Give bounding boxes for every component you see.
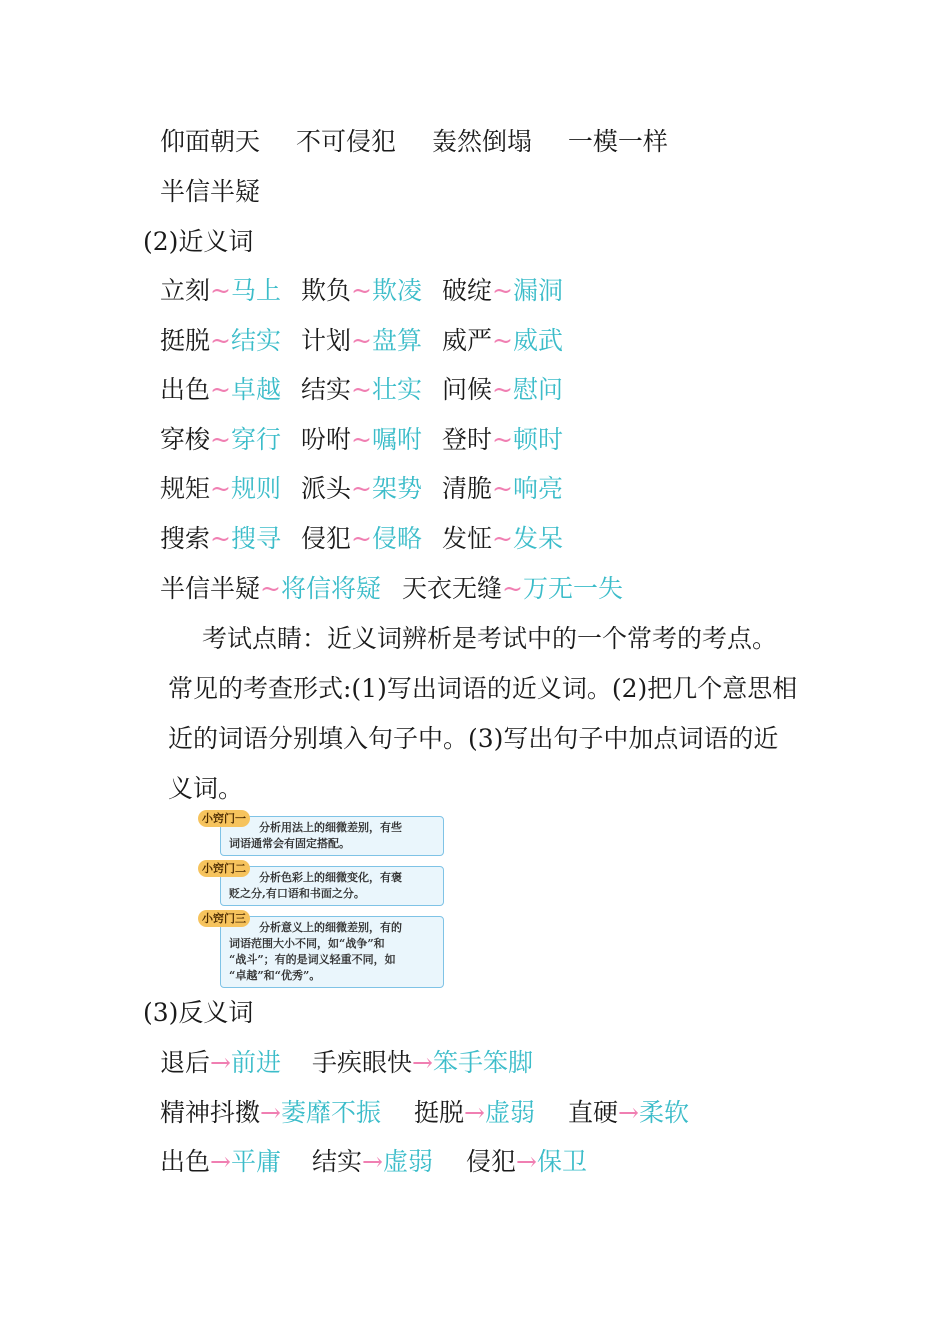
synonym-answer: 顿时 bbox=[512, 425, 563, 454]
word: 穿梭 bbox=[160, 425, 211, 454]
synonym-answer: 搜寻 bbox=[230, 524, 281, 553]
word: 计划 bbox=[301, 326, 352, 355]
synonym-answer: 发呆 bbox=[512, 524, 563, 553]
tip-content bbox=[220, 816, 444, 856]
antonyms-heading: (3)反义词 bbox=[143, 998, 254, 1027]
word: 发怔 bbox=[442, 524, 493, 553]
tip-card bbox=[198, 810, 444, 856]
arrow-separator: → bbox=[362, 1147, 383, 1176]
antonym-answer: 虚弱 bbox=[484, 1098, 535, 1127]
synonym-answer: 穿行 bbox=[230, 425, 281, 454]
tip-badge: 小窍门一 bbox=[198, 810, 250, 827]
tip-content bbox=[220, 916, 444, 988]
tilde-separator: ~ bbox=[351, 524, 372, 553]
tilde-separator: ~ bbox=[492, 375, 513, 404]
tip-line: “卓越”和“优秀”。 bbox=[229, 969, 321, 982]
idiom: 一模一样 bbox=[567, 127, 668, 156]
tilde-separator: ~ bbox=[210, 524, 231, 553]
tip-line: 词语通常会有固定搭配。 bbox=[229, 837, 350, 850]
antonym-answer: 保卫 bbox=[536, 1147, 587, 1176]
synonym-row bbox=[160, 373, 563, 407]
tilde-separator: ~ bbox=[492, 524, 513, 553]
arrow-separator: → bbox=[210, 1048, 231, 1077]
tilde-separator: ~ bbox=[502, 574, 523, 603]
antonym-row bbox=[160, 1096, 689, 1130]
arrow-separator: → bbox=[260, 1098, 281, 1127]
arrow-separator: → bbox=[412, 1048, 433, 1077]
word: 天衣无缝 bbox=[402, 574, 503, 603]
synonym-answer: 响亮 bbox=[512, 474, 563, 503]
arrow-separator: → bbox=[210, 1147, 231, 1176]
tilde-separator: ~ bbox=[492, 326, 513, 355]
word: 威严 bbox=[442, 326, 493, 355]
tilde-separator: ~ bbox=[210, 276, 231, 305]
synonym-answer: 威武 bbox=[512, 326, 563, 355]
idiom: 轰然倒塌 bbox=[431, 127, 532, 156]
tip-line: 词语范围大小不同，如“战争”和 bbox=[229, 937, 385, 950]
tilde-separator: ~ bbox=[210, 425, 231, 454]
word: 结实 bbox=[312, 1147, 363, 1176]
idiom: 不可侵犯 bbox=[295, 127, 396, 156]
antonym-answer: 柔软 bbox=[638, 1098, 689, 1127]
tilde-separator: ~ bbox=[351, 425, 372, 454]
tilde-separator: ~ bbox=[351, 326, 372, 355]
tilde-separator: ~ bbox=[492, 276, 513, 305]
tip-line: “战斗”；有的是词义轻重不同，如 bbox=[229, 953, 396, 966]
tilde-separator: ~ bbox=[492, 425, 513, 454]
exam-tip-line: 义词。 bbox=[168, 774, 244, 803]
arrow-separator: → bbox=[618, 1098, 639, 1127]
synonym-answer: 欺凌 bbox=[371, 276, 422, 305]
synonym-row bbox=[160, 522, 563, 556]
idiom-row-1 bbox=[160, 125, 668, 159]
synonym-row bbox=[160, 572, 623, 606]
tip-badge: 小窍门二 bbox=[198, 860, 250, 877]
synonym-answer: 侵略 bbox=[371, 524, 422, 553]
word: 半信半疑 bbox=[160, 574, 261, 603]
tilde-separator: ~ bbox=[210, 474, 231, 503]
word: 挺脱 bbox=[414, 1098, 465, 1127]
synonym-answer: 嘱咐 bbox=[371, 425, 422, 454]
tilde-separator: ~ bbox=[351, 276, 372, 305]
word: 手疾眼快 bbox=[312, 1048, 413, 1077]
synonym-answer: 规则 bbox=[230, 474, 281, 503]
word: 问候 bbox=[442, 375, 493, 404]
synonym-answer: 卓越 bbox=[230, 375, 281, 404]
synonym-answer: 马上 bbox=[230, 276, 281, 305]
word: 吩咐 bbox=[301, 425, 352, 454]
arrow-separator: → bbox=[516, 1147, 537, 1176]
tip-line: 分析色彩上的细微变化，有褒 bbox=[259, 871, 402, 884]
tilde-separator: ~ bbox=[492, 474, 513, 503]
tip-content bbox=[220, 866, 444, 906]
idiom: 半信半疑 bbox=[160, 177, 261, 206]
tip-card bbox=[198, 860, 444, 906]
synonym-answer: 万无一失 bbox=[522, 574, 623, 603]
tilde-separator: ~ bbox=[351, 375, 372, 404]
word: 侵犯 bbox=[466, 1147, 517, 1176]
exam-tip-line: 常见的考查形式:(1)写出词语的近义词。(2)把几个意思相 bbox=[168, 674, 798, 703]
word: 精神抖擞 bbox=[160, 1098, 261, 1127]
tilde-separator: ~ bbox=[210, 326, 231, 355]
tip-line: 贬之分,有口语和书面之分。 bbox=[229, 887, 365, 900]
antonym-answer: 前进 bbox=[230, 1048, 281, 1077]
synonym-row bbox=[160, 324, 563, 358]
word: 立刻 bbox=[160, 276, 211, 305]
synonym-answer: 漏洞 bbox=[512, 276, 563, 305]
synonym-answer: 壮实 bbox=[371, 375, 422, 404]
synonym-answer: 结实 bbox=[230, 326, 281, 355]
word: 登时 bbox=[442, 425, 493, 454]
idiom-row-2 bbox=[160, 175, 260, 209]
word: 直硬 bbox=[568, 1098, 619, 1127]
tilde-separator: ~ bbox=[260, 574, 281, 603]
antonym-answer: 平庸 bbox=[230, 1147, 281, 1176]
word: 挺脱 bbox=[160, 326, 211, 355]
word: 退后 bbox=[160, 1048, 211, 1077]
synonym-answer: 慰问 bbox=[512, 375, 563, 404]
synonym-answer: 将信将疑 bbox=[280, 574, 381, 603]
synonym-answer: 架势 bbox=[371, 474, 422, 503]
tilde-separator: ~ bbox=[210, 375, 231, 404]
tilde-separator: ~ bbox=[351, 474, 372, 503]
word: 清脆 bbox=[442, 474, 493, 503]
tip-line: 分析用法上的细微差别，有些 bbox=[259, 821, 402, 834]
arrow-separator: → bbox=[464, 1098, 485, 1127]
exam-tip-line: 考试点睛：近义词辨析是考试中的一个常考的考点。 bbox=[202, 624, 778, 653]
synonym-row bbox=[160, 423, 563, 457]
antonym-row bbox=[160, 1145, 587, 1179]
word: 欺负 bbox=[301, 276, 352, 305]
synonym-row bbox=[160, 274, 563, 308]
antonym-answer: 笨手笨脚 bbox=[432, 1048, 533, 1077]
word: 结实 bbox=[301, 375, 352, 404]
synonyms-heading: (2)近义词 bbox=[143, 227, 254, 256]
tip-line: 分析意义上的细微差别，有的 bbox=[259, 921, 402, 934]
word: 派头 bbox=[301, 474, 352, 503]
antonym-row bbox=[160, 1046, 533, 1080]
idiom: 仰面朝天 bbox=[160, 127, 261, 156]
word: 搜索 bbox=[160, 524, 211, 553]
word: 出色 bbox=[160, 1147, 211, 1176]
tips-panel bbox=[198, 810, 444, 988]
synonym-answer: 盘算 bbox=[371, 326, 422, 355]
exam-tip-line: 近的词语分别填入句子中。(3)写出句子中加点词语的近 bbox=[168, 724, 779, 753]
word: 侵犯 bbox=[301, 524, 352, 553]
synonym-row bbox=[160, 472, 563, 506]
antonym-answer: 萎靡不振 bbox=[280, 1098, 381, 1127]
word: 规矩 bbox=[160, 474, 211, 503]
word: 出色 bbox=[160, 375, 211, 404]
tip-card bbox=[198, 910, 444, 988]
antonym-answer: 虚弱 bbox=[382, 1147, 433, 1176]
tip-badge: 小窍门三 bbox=[198, 910, 250, 927]
word: 破绽 bbox=[442, 276, 493, 305]
